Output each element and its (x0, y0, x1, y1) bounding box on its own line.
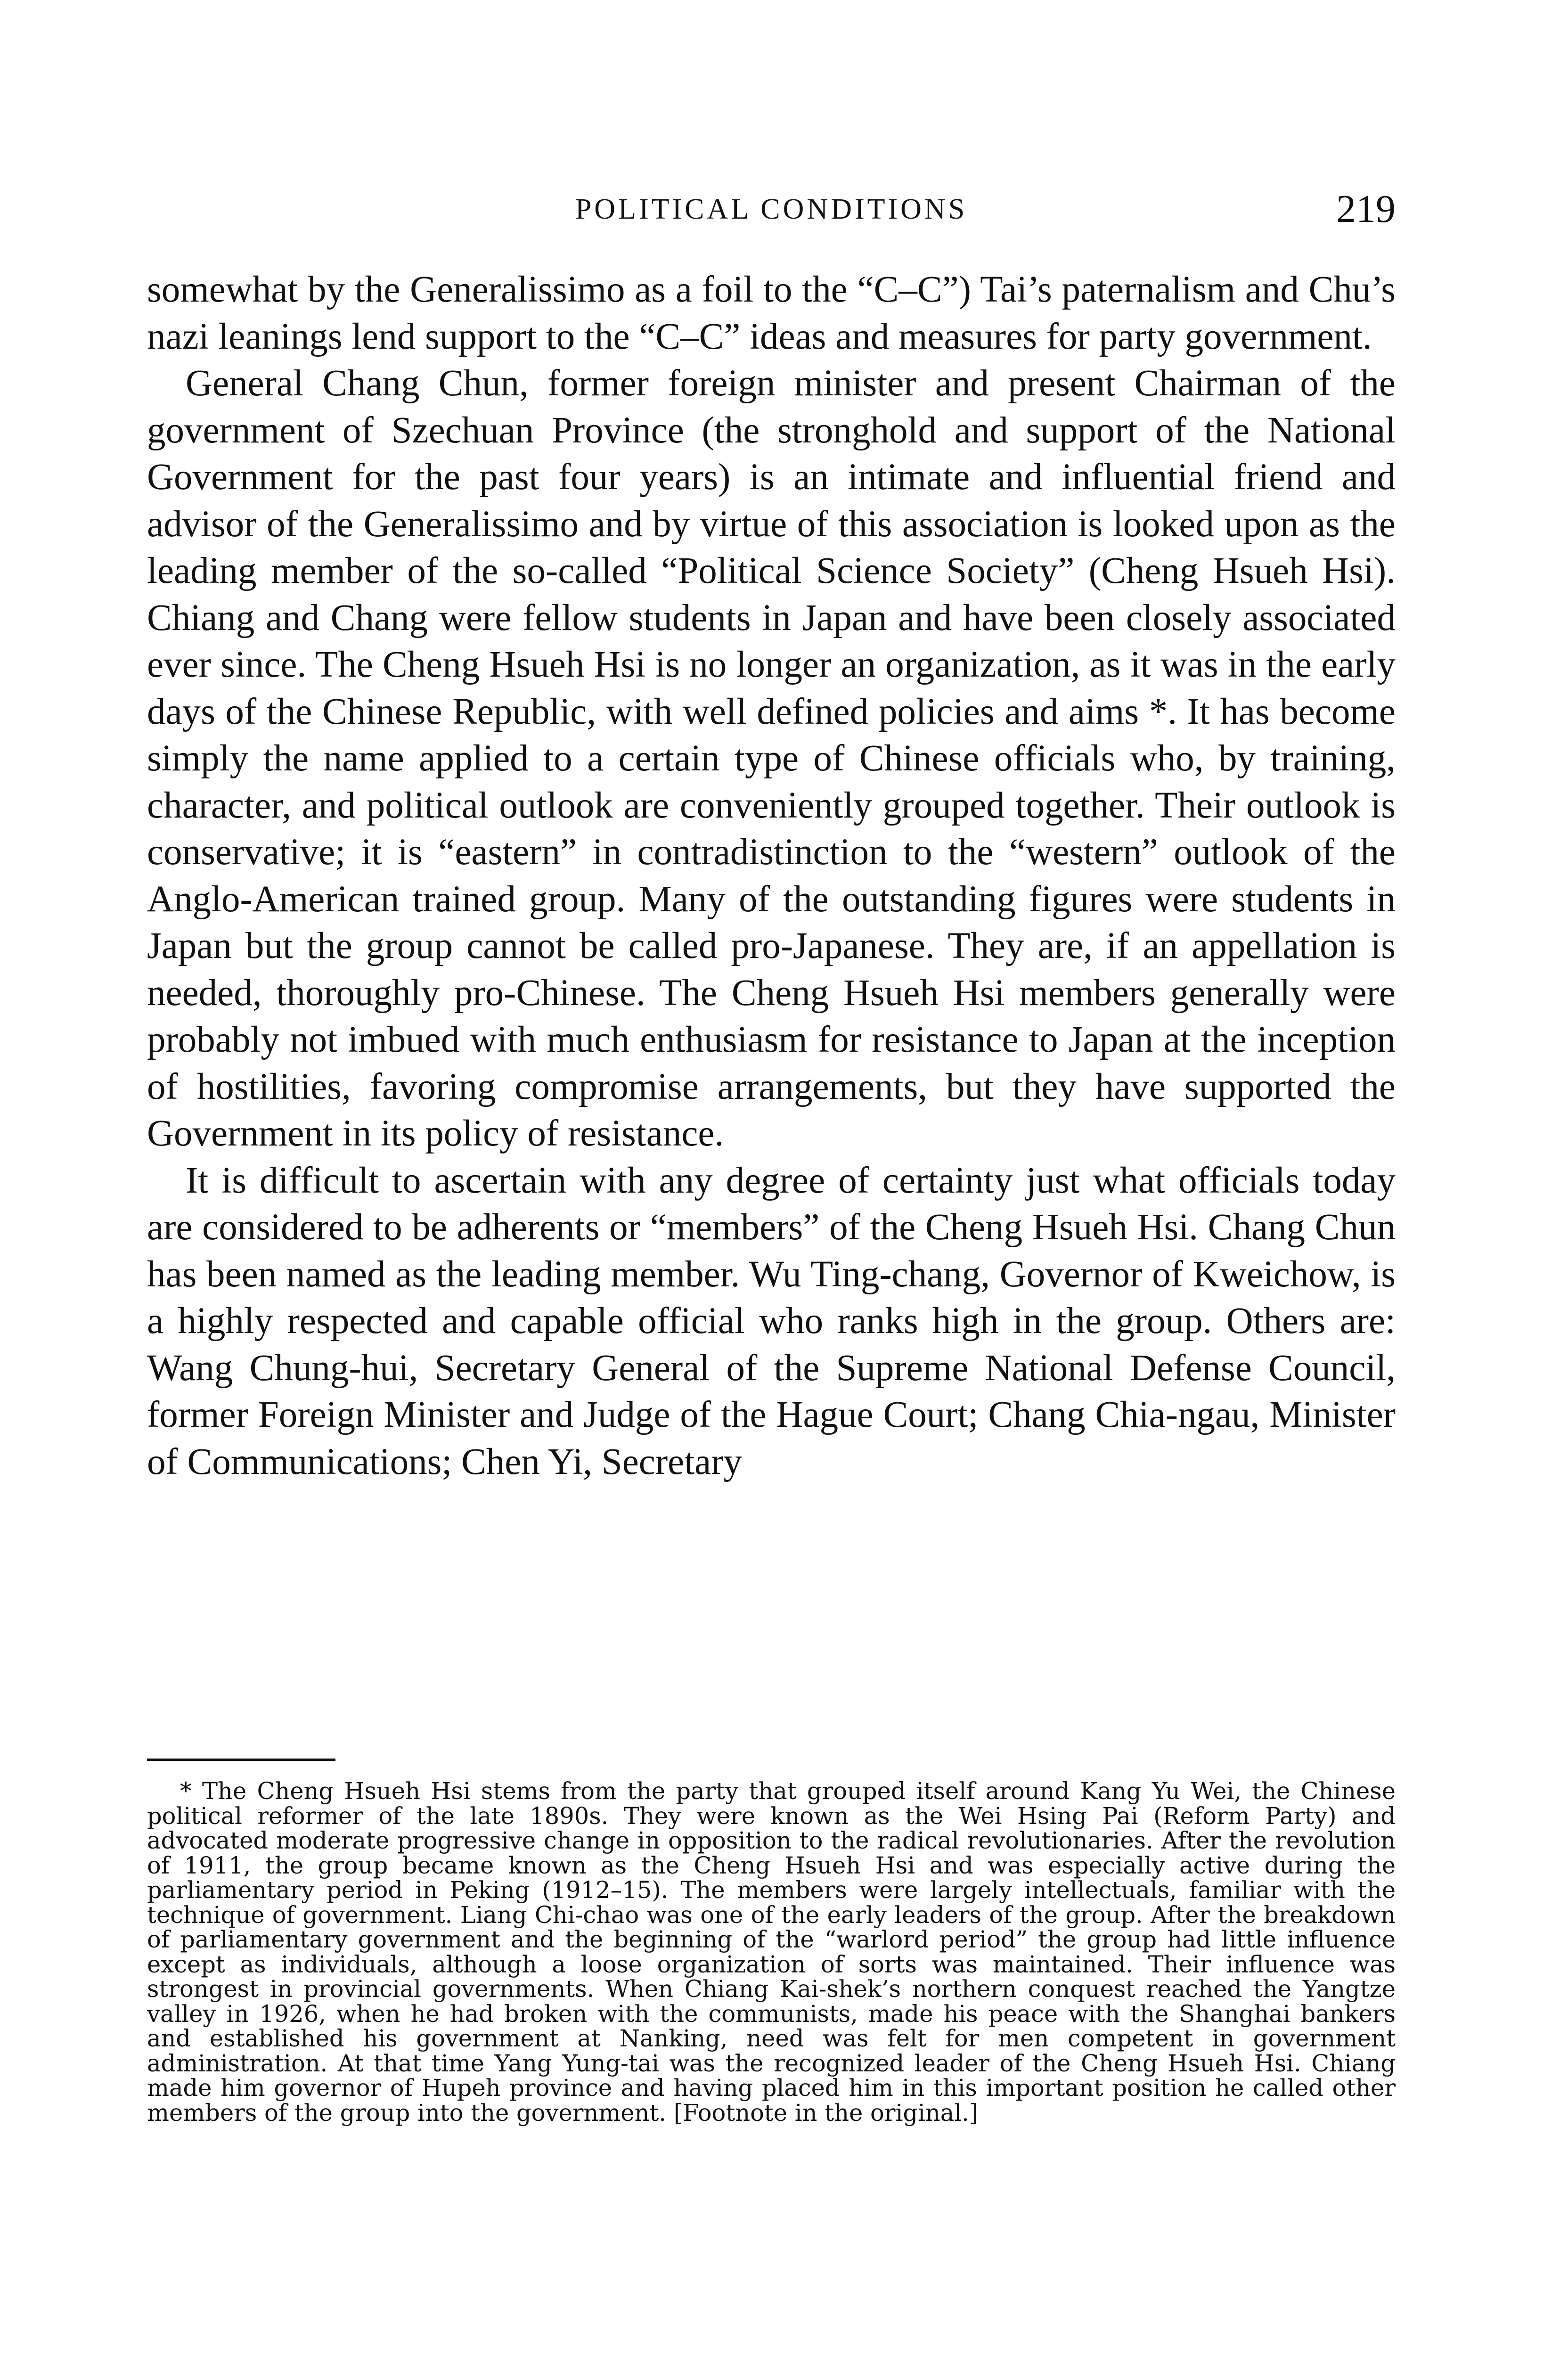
footnote-divider (147, 1759, 335, 1761)
footnote (147, 1779, 1396, 2125)
running-head: POLITICAL CONDITIONS (575, 193, 968, 225)
paragraph-members: It is difficult to ascertain with any degree of certainty just what officials today are considered to be adherents or “members” of the Cheng Hsueh Hsi. Chang Chun has been named as the leading member. Wu Ting-chang, Governor of Kweichow, is a highly respected and capable official who ranks high in the group. Others are: Wang Chung-hui, Secretary General of the Supreme National Defense Council, former Foreign Minister and Judge of the Hague Court; Chang Chia-ngau, Minister of Communications; Chen Yi, Secretary (147, 1160, 1396, 1482)
paragraph-chang-chun: General Chang Chun, former foreign minister and present Chairman of the government of Szechuan Province (the stronghold and support of the National Government for the past four years) is an intimate and influential friend and advisor of the Generalissimo and by virtue of this association is looked upon as the leading member of the so-called “Political Science Society” (Cheng Hsueh Hsi). Chiang and Chang were fellow students in Japan and have been closely associated ever since. The Cheng Hsueh Hsi is no longer an organization, as it was in the early days of the Chinese Republic, with well defined policies and aims *. It has become simply the name applied to a certain type of Chinese officials who, by training, character, and political outlook are conveniently grouped together. Their outlook is conservative; it is “eastern” in contradistinction to the “western” outlook of the Anglo-American trained group. Many of the outstanding figures were students in Japan but the group cannot be called pro-Japanese. They are, if an appellation is needed, thoroughly pro-Chinese. The Cheng Hsueh Hsi members generally were probably not imbued with much enthusiasm for resistance to Japan at the inception of hostilities, favoring compromise arrangements, but they have supported the Government in its policy of resistance. (147, 363, 1396, 1154)
page-number: 219 (1336, 187, 1396, 231)
paragraph-continued: somewhat by the Generalissimo as a foil to the “C–C”) Tai’s paternalism and Chu’s nazi leanings lend support to the “C–C” ideas and measures for party government. (147, 269, 1396, 357)
footnote-text: * The Cheng Hsueh Hsi stems from the party that grouped itself around Kang Yu Wei, the Chinese political reformer of the late 1890s. They were known as the Wei Hsing Pai (Reform Party) and advocated moderate progressive change in opposition to the radical revolutionaries. After the revolution of 1911, the group became known as the Cheng Hsueh Hsi and was especially active during the parliamentary period in Peking (1912–15). The members were largely intellectuals, familiar with the technique of government. Liang Chi-chao was one of the early leaders of the group. After the breakdown of parliamentary government and the beginning of the “warlord period” the group had little influence except as individuals, although a loose organization of sorts was maintained. Their influence was strongest in provincial governments. When Chiang Kai-shek’s northern conquest reached the Yangtze valley in 1926, when he had broken with the communists, made his peace with the Shanghai bankers and established his government at Nanking, need was felt for men competent in government administration. At that time Yang Yung-tai was the recognized leader of the Cheng Hsueh Hsi. Chiang made him governor of Hupeh province and having placed him in this important position he called other members of the group into the government. [Footnote in the original.] (147, 1777, 1396, 2127)
body-text (147, 266, 1396, 1485)
page-header (147, 186, 1396, 233)
